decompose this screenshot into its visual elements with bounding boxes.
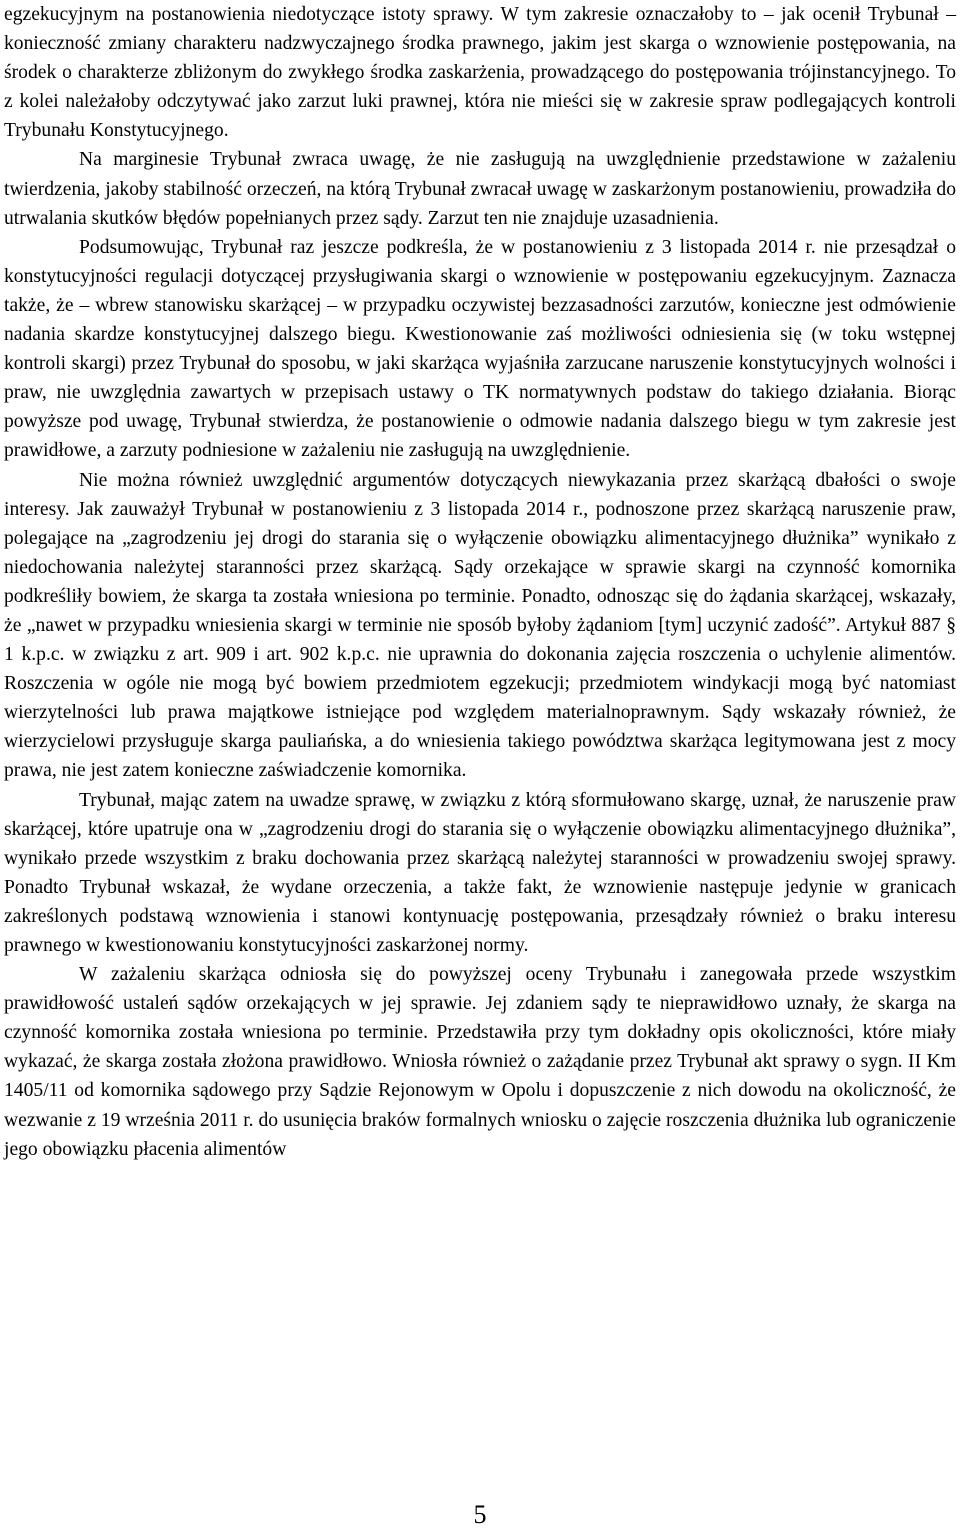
paragraph-continuation: egzekucyjnym na postanowienia niedotyczące istoty sprawy. W tym zakresie oznaczałoby to – jak ocenił Trybunał – konieczność zmiany charakteru nadzwyczajnego środka prawnego, jakim jest skarga o wznowienie postępowania, na środek o charakterze zbliżonym do zwykłego środka zaskarżenia, prowadzącego do postępowania trójinstancyjnego. To z kolei należałoby odczytywać jako zarzut luki prawnej, która nie mieści się w zakresie spraw podlegających kontroli Trybunału Konstytucyjnego.	[4, 4, 956, 142]
paragraph-marginal-note: Na marginesie Trybunał zwraca uwagę, że nie zasługują na uwzględnienie przedstawione w zażaleniu twierdzenia, jakoby stabilność orzeczeń, na którą Trybunał zwracał uwagę w zaskarżonym postanowieniu, prowadziła do utrwalania skutków błędów popełnianych przez sądy. Zarzut ten nie znajduje uzasadnienia.	[4, 149, 956, 229]
paragraph-diligence: Nie można również uwzględnić argumentów dotyczących niewykazania przez skarżącą dbałości o swoje interesy. Jak zauważył Trybunał w postanowieniu z 3 listopada 2014 r., podnoszone przez skarżącą naruszenie praw, polegające na „zagrodzeniu jej drogi do starania się o wyłączenie obowiązku alimentacyjnego dłużnika” wynikało z niedochowania należytej staranności przez skarżącą. Sądy orzekające w sprawie skargi na czynność komornika podkreśliły bowiem, że skarga ta została wniesiona po terminie. Ponadto, odnosząc się do żądania skarżącej, wskazały, że „nawet w przypadku wniesienia skargi w terminie nie sposób byłoby żądaniom [tym] uczynić zadość”. Artykuł 887 § 1 k.p.c. w związku z art. 909 i art. 902 k.p.c. nie uprawnia do dokonania zajęcia roszczenia o uchylenie alimentów. Roszczenia w ogóle nie mogą być bowiem przedmiotem egzekucji; przedmiotem windykacji mogą być natomiast wierzytelności lub prawa majątkowe istniejące pod względem materialnoprawnym. Sądy wskazały również, że wierzycielowi przysługuje skarga pauliańska, a do wniesienia takiego powództwa skarżąca legitymowana jest z mocy prawa, nie jest zatem konieczne zaświadczenie komornika.	[4, 469, 956, 782]
page-number: 5	[473, 1500, 487, 1529]
document-page	[4, 0, 956, 1164]
paragraph-complaint: W zażaleniu skarżąca odniosła się do powyższej oceny Trybunału i zanegowała przede wszystkim prawidłowość ustaleń sądów orzekających w jej sprawie. Jej zdaniem sądy te nieprawidłowo uznały, że skarga na czynność komornika została wniesiona po terminie. Przedstawiła przy tym dokładny opis okoliczności, które miały wykazać, że skarga została złożona prawidłowo. Wniosła również o zażądanie przez Trybunał akt sprawy o sygn. II Km 1405/11 od komornika sądowego przy Sądzie Rejonowym w Opolu i dopuszczenie z nich dowodu na okoliczność, że wezwanie z 19 września 2011 r. do usunięcia braków formalnych wniosku o zajęcie roszczenia dłużnika lub ograniczenie jego obowiązku płacenia alimentów	[4, 964, 956, 1160]
paragraph-summary: Podsumowując, Trybunał raz jeszcze podkreśla, że w postanowieniu z 3 listopada 2014 r. nie przesądzał o konstytucyjności regulacji dotyczącej przysługiwania skargi o wznowienie w postępowaniu egzekucyjnym. Zaznacza także, że – wbrew stanowisku skarżącej – w przypadku oczywistej bezzasadności zarzutów, konieczne jest odmówienie nadania skardze konstytucyjnej dalszego biegu. Kwestionowanie zaś możliwości odniesienia się (w toku wstępnej kontroli skargi) przez Trybunał do sposobu, w jaki skarżąca wyjaśniła zarzucane naruszenie konstytucyjnych wolności i praw, nie uwzględnia zawartych w przepisach ustawy o TK normatywnych podstaw do takiego działania. Biorąc powyższe pod uwagę, Trybunał stwierdza, że postanowienie o odmowie nadania dalszego biegu w tym zakresie jest prawidłowe, a zarzuty podniesione w zażaleniu nie zasługują na uwzględnienie.	[4, 236, 956, 462]
paragraph-tribunal-reasoning: Trybunał, mając zatem na uwadze sprawę, w związku z którą sformułowano skargę, uznał, że naruszenie praw skarżącej, które upatruje ona w „zagrodzeniu drogi do starania się o wyłączenie obowiązku alimentacyjnego dłużnika”, wynikało przede wszystkim z braku dochowania przez skarżącą należytej staranności w prowadzeniu swojej sprawy. Ponadto Trybunał wskazał, że wydane orzeczenia, a także fakt, że wznowienie następuje jedynie w granicach zakreślonych podstawą wznowienia i stanowi kontynuację postępowania, przesądzały również o braku interesu prawnego w kwestionowaniu konstytucyjności zaskarżonej normy.	[4, 789, 956, 956]
